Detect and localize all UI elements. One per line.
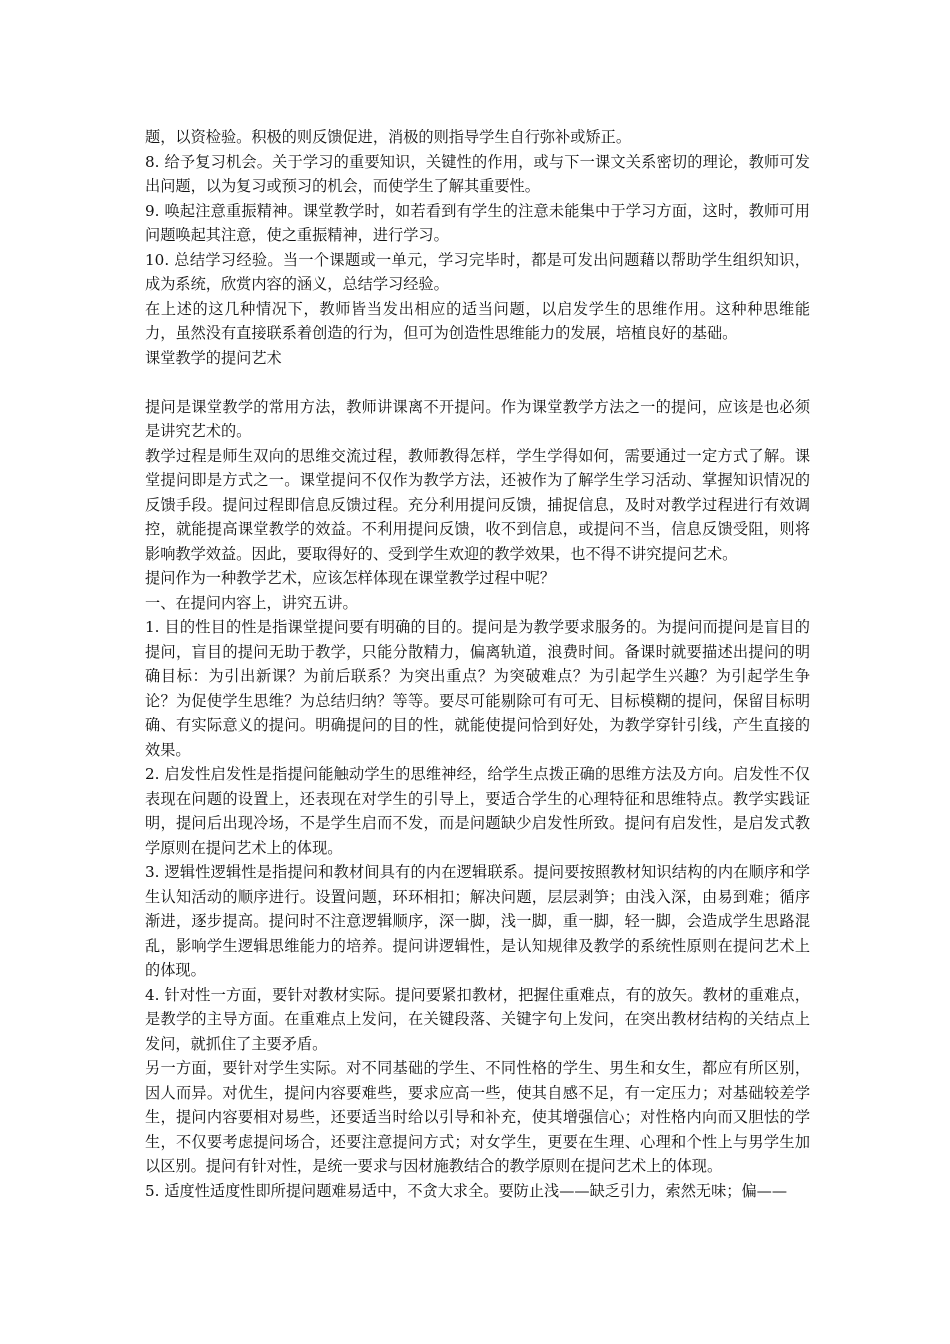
paragraph-point-4-continued: 另一方面，要针对学生实际。对不同基础的学生、不同性格的学生、男生和女生，都应有所区别，因人而异。对优生，提问内容要难些，要求应高一些，使其自感不足，有一定压力；对基础较差学生，提问内容要相对易些，还要适当时给以引导和补充，使其增强信心；对性格内向而又胆怯的学生，不仅要考虑提问场合，还要注意提问方式；对女学生，更要在生理、心理和个性上与男学生加以区别。提问有针对性，是统一要求与因材施教结合的教学原则在提问艺术上的体现。 (145, 1059, 810, 1175)
paragraph-point-1: 1. 目的性目的性是指课堂提问要有明确的目的。提问是为教学要求服务的。为提问而提问是盲目的提问，盲目的提问无助于教学，只能分散精力，偏离轨道，浪费时间。备课时就要描述出提问的明确目标：为引出新课？为前后联系？为突出重点？为突破难点？为引起学生兴趣？为引起学生争论？为促使学生思维？为总结归纳？等等。要尽可能剔除可有可无、目标模糊的提问，保留目标明确、有实际意义的提问。明确提问的目的性，就能使提问恰到好处，为教学穿针引线，产生直接的效果。 (145, 618, 810, 759)
paragraph-question: 提问作为一种教学艺术，应该怎样体现在课堂教学过程中呢？ (145, 569, 556, 587)
paragraph-continuation: 题，以资检验。积极的则反馈促进，消极的则指导学生自行弥补或矫正。 (145, 128, 631, 146)
paragraph-item-9: 9. 唤起注意重振精神。课堂教学时，如若看到有学生的注意未能集中于学习方面，这时，教师可用问题唤起其注意，使之重振精神，进行学习。 (145, 201, 810, 244)
section-heading: 课堂教学的提问艺术 (145, 348, 282, 367)
paragraph-point-3: 3. 逻辑性逻辑性是指提问和教材间具有的内在逻辑联系。提问要按照教材知识结构的内在顺序和学生认知活动的顺序进行。设置问题，环环相扣；解决问题，层层剥笋；由浅入深，由易到难；循序渐进，逐步提高。提问时不注意逻辑顺序，深一脚，浅一脚，重一脚，轻一脚，会造成学生思路混乱，影响学生逻辑思维能力的培养。提问讲逻辑性，是认知规律及教学的系统性原则在提问艺术上的体现。 (145, 863, 810, 979)
paragraph-intro: 提问是课堂教学的常用方法，教师讲课离不开提问。作为课堂教学方法之一的提问，应该是也必须是讲究艺术的。 (145, 397, 810, 440)
paragraph-process: 教学过程是师生双向的思维交流过程，教师教得怎样，学生学得如何，需要通过一定方式了解。课堂提问即是方式之一。课堂提问不仅作为教学方法，还被作为了解学生学习活动、掌握知识情况的反馈手段。提问过程即信息反馈过程。充分利用提问反馈，捕捉信息，及时对教学过程进行有效调控，就能提高课堂教学的效益。不利用提问反馈，收不到信息，或提问不当，信息反馈受阻，则将影响教学效益。因此，要取得好的、受到学生欢迎的教学效果，也不得不讲究提问艺术。 (145, 446, 810, 563)
paragraph-section-one: 一、在提问内容上，讲究五讲。 (145, 593, 358, 612)
paragraph-item-10: 10. 总结学习经验。当一个课题或一单元，学习完毕时，都是可发出问题藉以帮助学生组织知识，成为系统，欣赏内容的涵义，总结学习经验。 (145, 250, 810, 293)
blank-line (145, 370, 810, 395)
paragraph-point-2: 2. 启发性启发性是指提问能触动学生的思维神经，给学生点拨正确的思维方法及方向。启发性不仅表现在问题的设置上，还表现在对学生的引导上，要适合学生的心理特征和思维特点。教学实践证明，提问后出现冷场，不是学生启而不发，而是问题缺少启发性所致。提问有启发性，是启发式教学原则在提问艺术上的体现。 (145, 765, 810, 857)
document-body (145, 125, 810, 1203)
paragraph-point-5: 5. 适度性适度性即所提问题难易适中，不贪大求全。要防止浅——缺乏引力，索然无味；偏—— (145, 1181, 788, 1200)
paragraph-item-8: 8. 给予复习机会。关于学习的重要知识，关键性的作用，或与下一课文关系密切的理论，教师可发出问题，以为复习或预习的机会，而使学生了解其重要性。 (145, 152, 810, 195)
paragraph-point-4: 4. 针对性一方面，要针对教材实际。提问要紧扣教材，把握住重难点，有的放矢。教材的重难点，是教学的主导方面。在重难点上发问，在关键段落、关键字句上发问，在突出教材结构的关结点上发问，就抓住了主要矛盾。 (145, 985, 810, 1053)
paragraph-summary: 在上述的这几种情况下，教师皆当发出相应的适当问题，以启发学生的思维作用。这种种思维能力，虽然没有直接联系着创造的行为，但可为创造性思维能力的发展，培植良好的基础。 (145, 299, 810, 342)
